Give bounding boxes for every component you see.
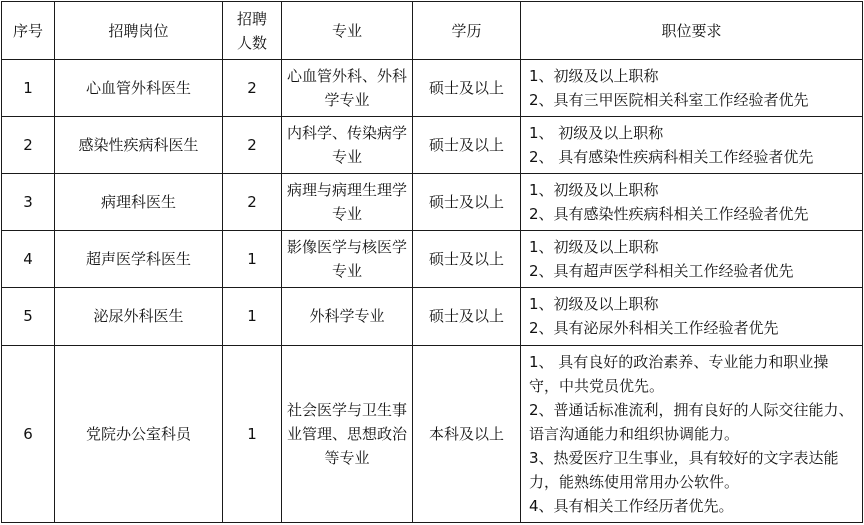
requirement-line: 2、 具有感染性疾病科相关工作经验者优先 [529, 148, 814, 167]
cell-major: 社会医学与卫生事业管理、思想政治等专业 [282, 345, 413, 522]
requirement-line: 2、具有超声医学科相关工作经验者优先 [529, 262, 794, 281]
table-row [2, 288, 863, 345]
cell-education: 硕士及以上 [413, 174, 521, 231]
header-position: 招聘岗位 [55, 2, 223, 60]
requirement-line: 2、具有三甲医院相关科室工作经验者优先 [529, 91, 809, 110]
requirement-line: 1、 具有良好的政治素养、专业能力和职业操守，中共党员优先。 [529, 352, 829, 395]
table-header-row [2, 2, 863, 60]
cell-major: 内科学、传染病学专业 [282, 117, 413, 174]
requirement-line: 2、具有感染性疾病科相关工作经验者优先 [529, 205, 809, 224]
cell-requirements [521, 117, 863, 174]
cell-position: 党院办公室科员 [55, 345, 223, 522]
table-row [2, 231, 863, 288]
cell-requirements [521, 60, 863, 117]
recruitment-table [1, 1, 863, 523]
table-row [2, 174, 863, 231]
requirement-line: 4、具有相关工作经历者优先。 [529, 496, 734, 515]
cell-requirements [521, 345, 863, 522]
requirement-line: 2、具有泌尿外科相关工作经验者优先 [529, 319, 779, 338]
header-index: 序号 [2, 2, 55, 60]
header-count-line1: 招聘 [236, 9, 267, 28]
cell-count: 1 [223, 345, 282, 522]
requirement-line: 1、初级及以上职称 [529, 181, 659, 200]
table-row [2, 117, 863, 174]
cell-count: 2 [223, 174, 282, 231]
table-row [2, 345, 863, 522]
cell-education: 硕士及以上 [413, 60, 521, 117]
cell-index: 5 [2, 288, 55, 345]
cell-position: 感染性疾病科医生 [55, 117, 223, 174]
cell-count: 1 [223, 231, 282, 288]
cell-position: 超声医学科医生 [55, 231, 223, 288]
cell-index: 6 [2, 345, 55, 522]
header-major: 专业 [282, 2, 413, 60]
header-requirements: 职位要求 [521, 2, 863, 60]
table-row [2, 60, 863, 117]
cell-requirements [521, 231, 863, 288]
cell-index: 2 [2, 117, 55, 174]
cell-index: 4 [2, 231, 55, 288]
cell-requirements [521, 288, 863, 345]
cell-position: 病理科医生 [55, 174, 223, 231]
requirement-line: 1、初级及以上职称 [529, 238, 659, 257]
cell-education: 硕士及以上 [413, 231, 521, 288]
cell-major: 心血管外科、外科学专业 [282, 60, 413, 117]
cell-requirements [521, 174, 863, 231]
cell-education: 硕士及以上 [413, 288, 521, 345]
cell-major: 外科学专业 [282, 288, 413, 345]
cell-index: 1 [2, 60, 55, 117]
requirement-line: 3、热爱医疗卫生事业，具有较好的文字表达能力，能熟练使用常用办公软件。 [529, 448, 839, 491]
cell-count: 1 [223, 288, 282, 345]
requirement-line: 1、 初级及以上职称 [529, 124, 664, 143]
cell-position: 心血管外科医生 [55, 60, 223, 117]
cell-major: 影像医学与核医学专业 [282, 231, 413, 288]
requirement-line: 1、初级及以上职称 [529, 67, 659, 86]
cell-index: 3 [2, 174, 55, 231]
header-count [223, 2, 282, 60]
cell-count: 2 [223, 117, 282, 174]
cell-education: 本科及以上 [413, 345, 521, 522]
cell-position: 泌尿外科医生 [55, 288, 223, 345]
cell-major: 病理与病理生理学专业 [282, 174, 413, 231]
cell-count: 2 [223, 60, 282, 117]
requirement-line: 2、普通话标准流利，拥有良好的人际交往能力、语言沟通能力和组织协调能力。 [529, 400, 854, 443]
header-count-line2: 人数 [236, 33, 267, 52]
requirement-line: 1、初级及以上职称 [529, 295, 659, 314]
cell-education: 硕士及以上 [413, 117, 521, 174]
header-education: 学历 [413, 2, 521, 60]
